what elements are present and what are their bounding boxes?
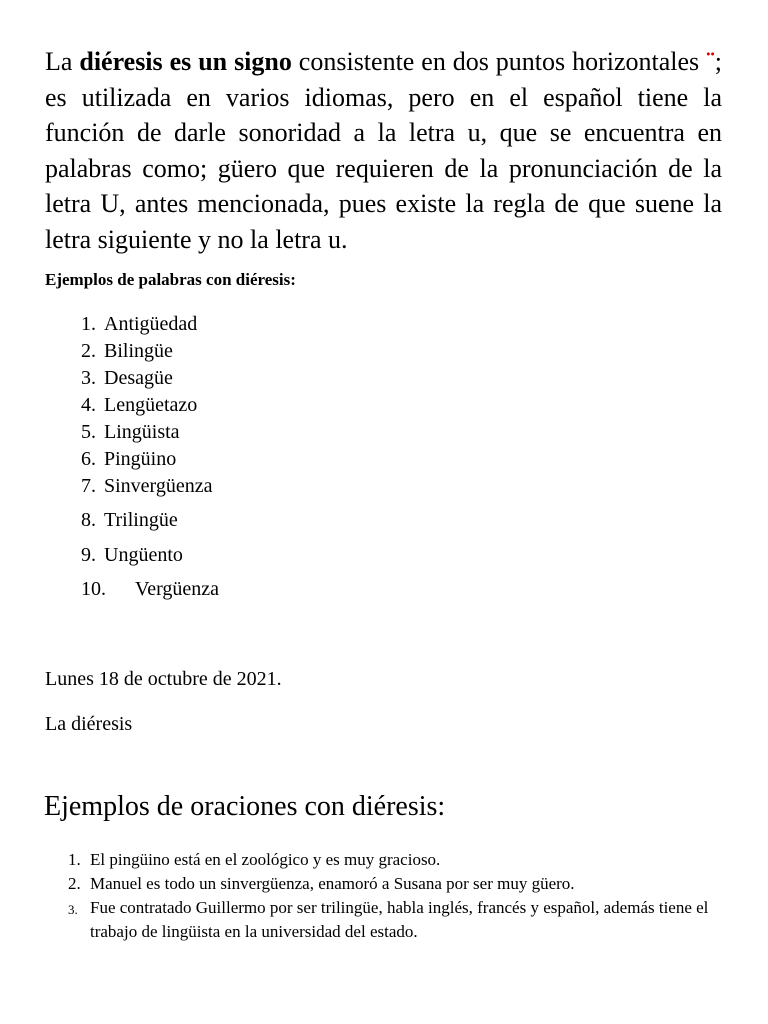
sentence-text: El pingüino está en el zoológico y es muy gracioso. — [90, 850, 441, 869]
word-list-item — [81, 475, 213, 498]
word-text: Lingüista — [104, 421, 180, 443]
date-line: Lunes 18 de octubre de 2021. — [45, 668, 282, 690]
word-list-item — [81, 544, 183, 567]
list-number: 7. — [81, 475, 96, 497]
word-list-item — [81, 421, 180, 444]
list-number: 2. — [68, 874, 81, 893]
words-heading: Ejemplos de palabras con diéresis: — [45, 270, 296, 289]
word-text: Vergüenza — [135, 578, 220, 600]
word-list-item — [81, 367, 173, 390]
list-number: 9. — [81, 544, 96, 566]
dieresis-mark: ¨ — [706, 47, 715, 76]
intro-bold-dieresis: diéresis — [79, 47, 163, 76]
word-list-item — [81, 340, 173, 363]
list-number: 10. — [81, 578, 106, 600]
word-text: Pingüino — [104, 448, 177, 470]
word-text: Lengüetazo — [104, 394, 198, 416]
sentence-list-item — [68, 872, 718, 896]
list-number: 2. — [81, 340, 96, 362]
document-title: La diéresis — [45, 713, 133, 735]
word-text: Desagüe — [104, 367, 173, 389]
intro-bold-es: es — [169, 47, 192, 76]
list-number: 1. — [68, 850, 81, 869]
intro-text-2: consistente en dos puntos horizontales — [291, 47, 707, 76]
list-number: 3. — [81, 367, 96, 389]
sentence-list-item — [68, 896, 718, 944]
word-text: Bilingüe — [104, 340, 173, 362]
list-number: 3. — [68, 902, 78, 917]
intro-paragraph — [45, 44, 722, 258]
sentence-text: Fue contratado Guillermo por ser trilingüe, habla inglés, francés y español, además tiene el trabajo de lingüista en la universidad del estado. — [90, 898, 709, 941]
word-list-item — [81, 509, 178, 532]
intro-text-1: La — [45, 47, 80, 76]
word-list-item — [81, 394, 197, 417]
list-number: 6. — [81, 448, 96, 470]
word-list-item — [81, 448, 176, 471]
list-number: 5. — [81, 421, 96, 443]
word-text: Trilingüe — [104, 509, 178, 531]
intro-bold-un: un — [198, 47, 228, 76]
sentence-list-item — [68, 848, 718, 872]
word-text: Sinvergüenza — [104, 475, 213, 497]
word-text: Ungüento — [104, 544, 183, 566]
word-list-item — [81, 578, 219, 601]
list-number: 4. — [81, 394, 96, 416]
list-number: 8. — [81, 509, 96, 531]
intro-text-3: ; es utilizada en varios idiomas, pero en el español tiene la función de darle sonoridad a la letra u, que se encuentra en palabras como; güero que requieren de la pronunciación de la letra U, antes mencionada, pues existe la regla de que suene la letra siguiente y no la letra u. — [45, 47, 722, 254]
word-list-item — [81, 313, 197, 336]
list-number: 1. — [81, 313, 96, 335]
sentences-heading: Ejemplos de oraciones con diéresis: — [44, 791, 446, 822]
word-text: Antigüedad — [104, 313, 198, 335]
intro-bold-signo: signo — [234, 47, 292, 76]
sentence-text: Manuel es todo un sinvergüenza, enamoró a Susana por ser muy güero. — [90, 874, 575, 893]
